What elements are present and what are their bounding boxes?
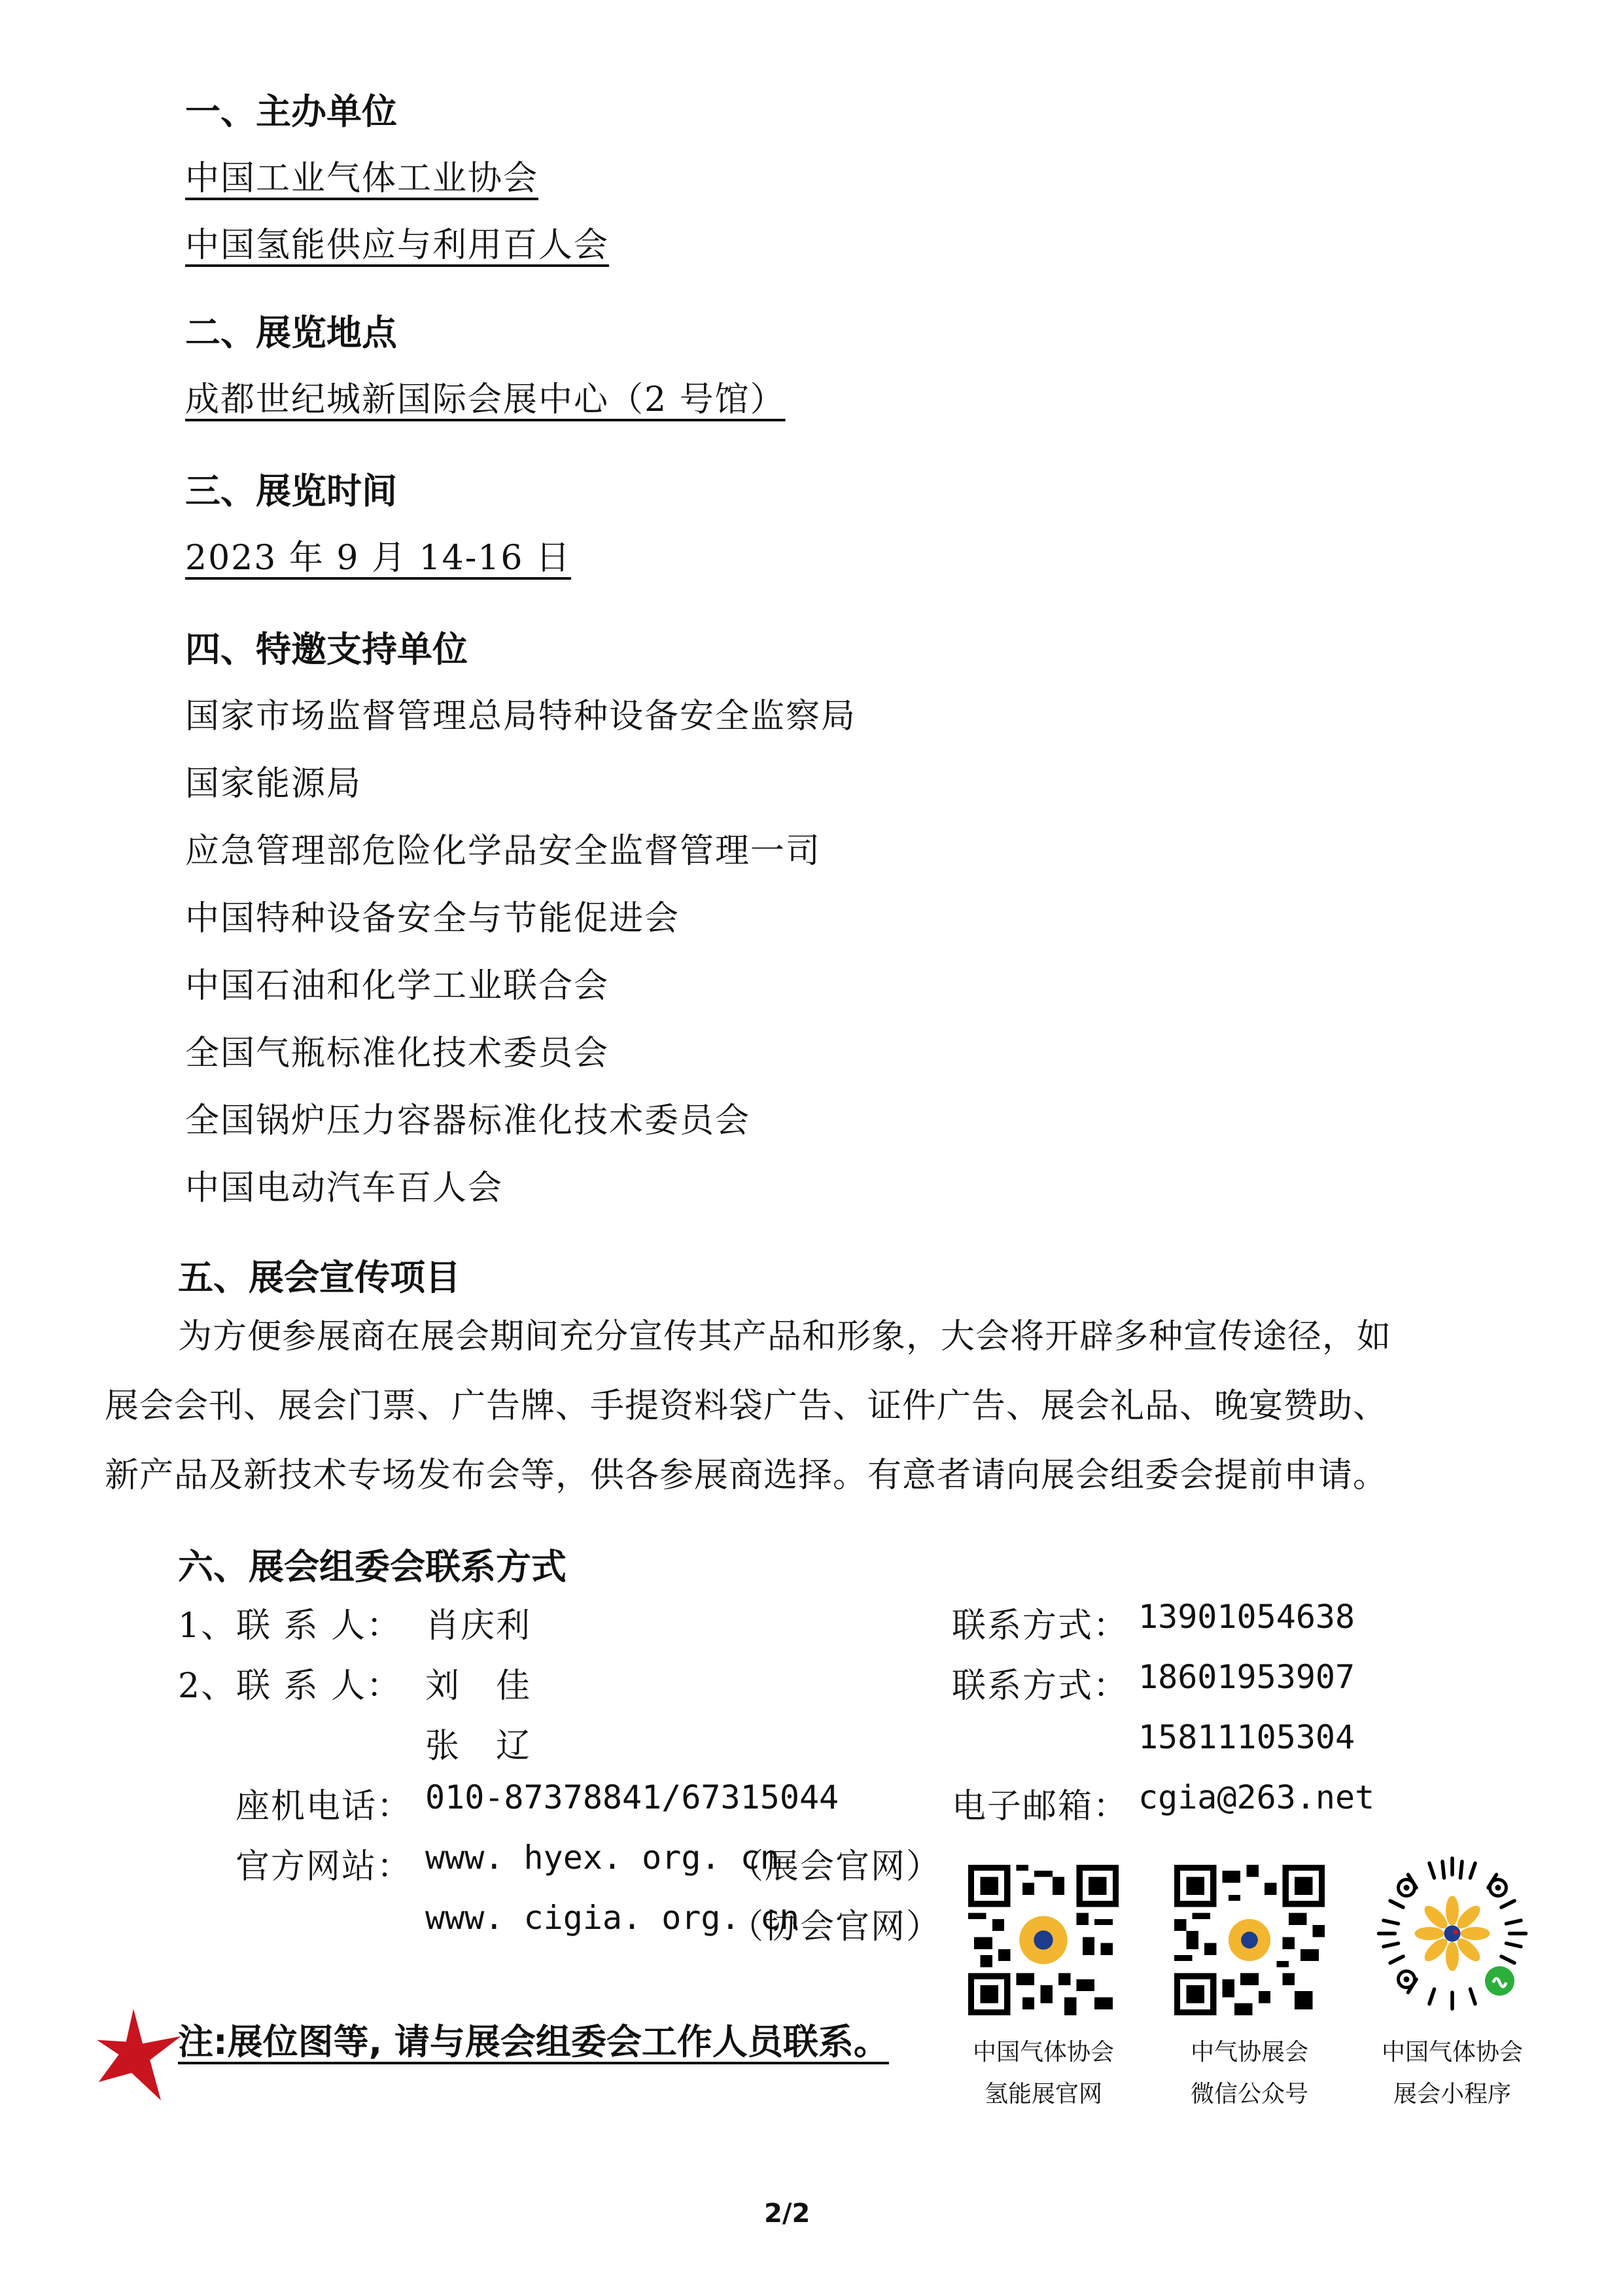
organizer-item: 中国工业气体工业协会 bbox=[185, 159, 539, 198]
section-heading-contacts: 六、展会组委会联系方式 bbox=[178, 1546, 567, 1587]
contact-label: 1、联 系 人： bbox=[178, 1606, 402, 1646]
contact-phone: 18601953907 bbox=[1138, 1658, 1355, 1696]
mini-program-code bbox=[1370, 1852, 1534, 2015]
booth-note: 注:展位图等, 请与展会组委会工作人员联系。 bbox=[178, 2021, 889, 2062]
supporter-item: 全国气瓶标准化技术委员会 bbox=[185, 1034, 610, 1073]
qr-caption-line: 中国气体协会 bbox=[1381, 2039, 1523, 2066]
landline-label: 座机电话： bbox=[236, 1787, 413, 1826]
supporter-item: 国家市场监督管理总局特种设备安全监察局 bbox=[185, 697, 857, 736]
supporter-item: 全国锅炉压力容器标准化技术委员会 bbox=[185, 1101, 751, 1140]
qr-caption bbox=[952, 2032, 1135, 2115]
qr-code-expo-website bbox=[968, 1865, 1119, 2015]
contact-name: 肖庆利 bbox=[425, 1606, 532, 1646]
supporter-item: 中国电动汽车百人会 bbox=[185, 1169, 504, 1208]
section-heading-promotion: 五、展会宣传项目 bbox=[178, 1257, 461, 1298]
section-heading-dates: 三、展览时间 bbox=[185, 470, 397, 512]
email-value[interactable]: cgia@263.net bbox=[1138, 1778, 1375, 1816]
landline-value: 010-87378841/67315044 bbox=[425, 1778, 839, 1816]
website-label: 官方网站： bbox=[236, 1847, 413, 1886]
organizer-item: 中国氢能供应与利用百人会 bbox=[185, 226, 610, 265]
website-url-expo[interactable]: www. hyex. org. cn bbox=[425, 1839, 780, 1877]
section-heading-organizers: 一、主办单位 bbox=[185, 91, 397, 132]
contact-label: 2、联 系 人： bbox=[178, 1667, 402, 1706]
section-heading-supporters: 四、特邀支持单位 bbox=[185, 629, 468, 670]
qr-caption bbox=[1361, 2032, 1544, 2115]
section-heading-venue: 二、展览地点 bbox=[185, 312, 397, 353]
qr-code-wechat-account bbox=[1174, 1865, 1325, 2015]
supporter-item: 国家能源局 bbox=[185, 764, 362, 804]
qr-caption-line: 氢能展官网 bbox=[984, 2081, 1102, 2108]
promotion-line: 为方便参展商在展会期间充分宣传其产品和形象，大会将开辟多种宣传途径，如 bbox=[178, 1317, 1392, 1356]
page-number: 2/2 bbox=[764, 2199, 811, 2229]
qr-caption-line: 中国气体协会 bbox=[972, 2039, 1114, 2066]
email-label: 电子邮箱： bbox=[952, 1787, 1129, 1826]
contact-phone-label: 联系方式： bbox=[952, 1667, 1129, 1706]
qr-caption-line: 中气协展会 bbox=[1190, 2039, 1308, 2066]
promotion-line: 新产品及新技术专场发布会等，供各参展商选择。有意者请向展会组委会提前申请。 bbox=[105, 1456, 1388, 1495]
dates-value: 2023 年 9 月 14-16 日 bbox=[185, 539, 571, 578]
contact-name: 张 辽 bbox=[425, 1727, 532, 1766]
contact-phone: 15811105304 bbox=[1138, 1718, 1355, 1756]
supporter-item: 中国石油和化学工业联合会 bbox=[185, 966, 610, 1006]
qr-caption-line: 微信公众号 bbox=[1190, 2081, 1308, 2108]
website-note: （协会官网） bbox=[729, 1907, 942, 1947]
website-note: （展会官网） bbox=[729, 1847, 942, 1886]
supporter-item: 应急管理部危险化学品安全监督管理一司 bbox=[185, 832, 822, 871]
promotion-line: 展会会刊、展会门票、广告牌、手提资料袋广告、证件广告、展会礼品、晚宴赞助、 bbox=[105, 1386, 1388, 1426]
venue-value: 成都世纪城新国际会展中心（2 号馆） bbox=[185, 380, 786, 419]
red-star-icon bbox=[97, 2009, 188, 2100]
contact-phone-label: 联系方式： bbox=[952, 1606, 1129, 1646]
website-url-association[interactable]: www. cigia. org. cn bbox=[425, 1899, 799, 1937]
contact-phone: 13901054638 bbox=[1138, 1598, 1355, 1636]
qr-caption-line: 展会小程序 bbox=[1393, 2081, 1511, 2108]
supporter-item: 中国特种设备安全与节能促进会 bbox=[185, 899, 680, 938]
qr-caption bbox=[1158, 2032, 1341, 2115]
contact-name: 刘 佳 bbox=[425, 1667, 532, 1706]
